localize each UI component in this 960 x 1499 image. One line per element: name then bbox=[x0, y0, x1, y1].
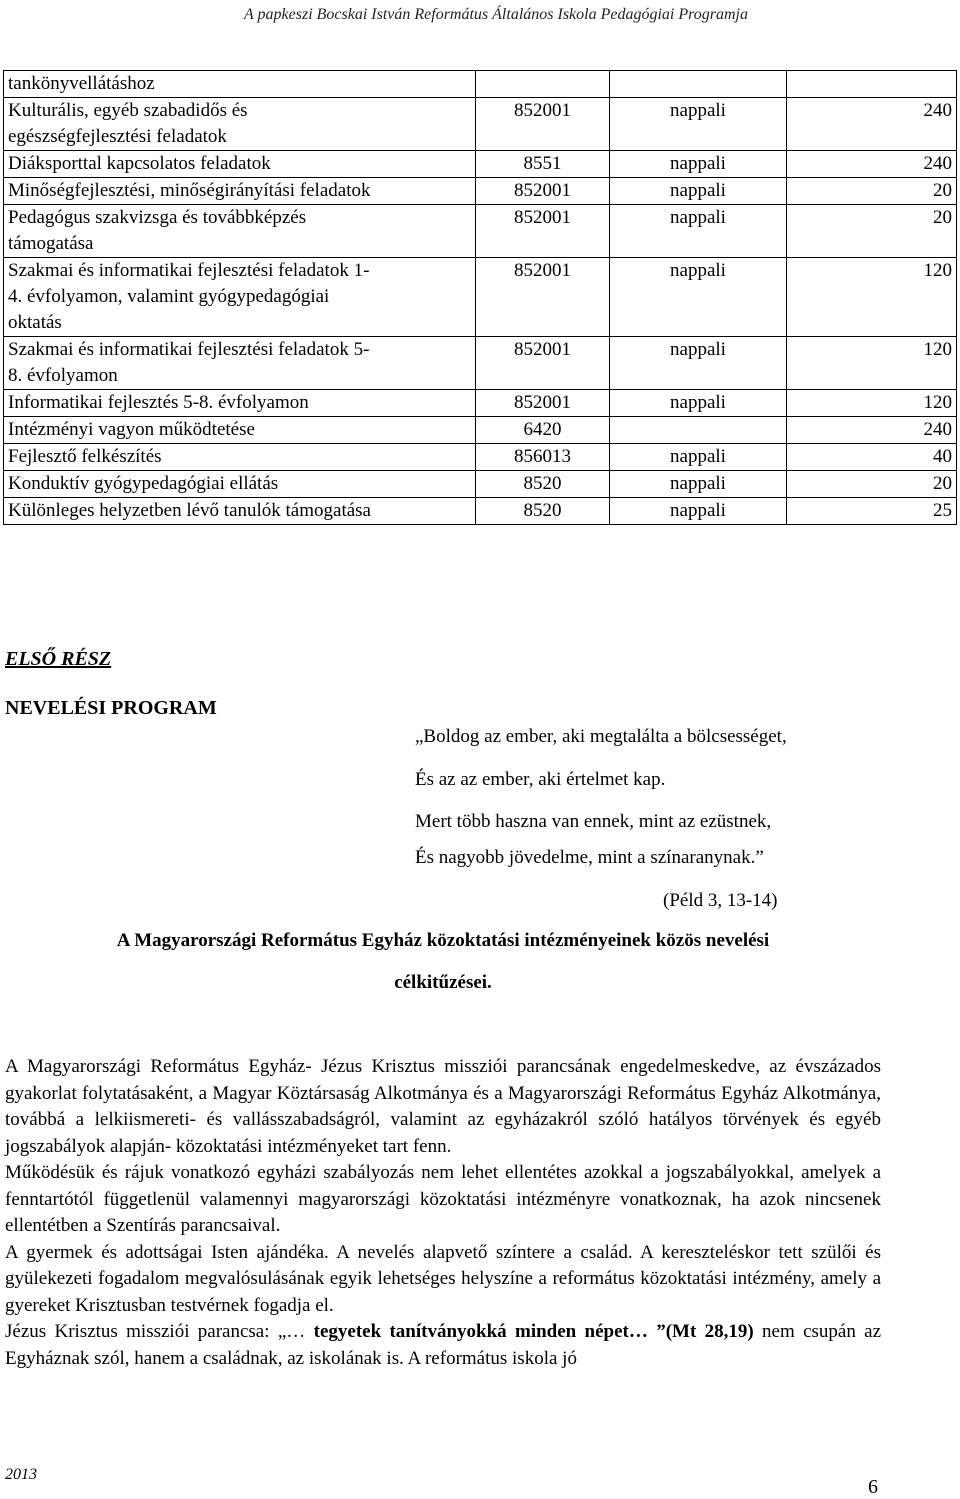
table-row bbox=[4, 205, 957, 258]
activity-name-line: 4. évfolyamon, valamint gyógypedagógiai bbox=[8, 286, 330, 307]
table-row bbox=[4, 471, 957, 498]
activities-table bbox=[3, 70, 957, 525]
schedule-mode: nappali bbox=[610, 337, 787, 390]
activity-name-line: 8. évfolyamon bbox=[8, 365, 118, 386]
activity-name-line: Különleges helyzetben lévő tanulók támogatása bbox=[8, 500, 371, 521]
schedule-mode bbox=[610, 71, 787, 98]
section-title: ELSŐ RÉSZ bbox=[5, 648, 112, 670]
footer-year: 2013 bbox=[5, 1466, 37, 1483]
table-row bbox=[4, 498, 957, 525]
activity-name-line: Szakmai és informatikai fejlesztési feladatok 1- bbox=[8, 260, 370, 281]
program-title: NEVELÉSI PROGRAM bbox=[5, 697, 217, 719]
activity-name-line: Intézményi vagyon működtetése bbox=[8, 419, 255, 440]
schedule-mode: nappali bbox=[610, 98, 787, 151]
hours-value: 240 bbox=[787, 98, 957, 151]
activity-name-line: tankönyvellátáshoz bbox=[8, 73, 155, 94]
table-row bbox=[4, 71, 957, 98]
running-header: A papkeszi Bocskai István Református Általános Iskola Pedagógiai Programja bbox=[244, 6, 748, 23]
quote-line: „Boldog az ember, aki megtalálta a bölcsességet, bbox=[415, 726, 787, 747]
activity-name-line: Pedagógus szakvizsga és továbbképzés bbox=[8, 207, 307, 228]
activity-name-line: Minőségfejlesztési, minőségirányítási feladatok bbox=[8, 180, 371, 201]
activity-name bbox=[4, 71, 476, 98]
activity-name bbox=[4, 417, 476, 444]
paragraph-rest: nem csupán az Egyháznak szól, hanem a családnak, az iskolának is. A református iskola jó bbox=[5, 1321, 882, 1369]
paragraph: A Magyarországi Református Egyház- Jézus Krisztus missziói parancsának engedelmeskedve, az évszázados gyakorlat folytatásaként, a Magyar Köztársaság Alkotmánya és a Magyarországi Református Egyház Alkotmánya, továbbá a lelkiismereti- és vallásszabadságról, valamint az egyházakról szóló hatályos törvények és egyéb jogszabályok alapján- közoktatási intézményeket tart fenn. bbox=[5, 1056, 881, 1157]
schedule-mode bbox=[610, 417, 787, 444]
table-row bbox=[4, 178, 957, 205]
schedule-mode: nappali bbox=[610, 151, 787, 178]
quote-reference: (Péld 3, 13-14) bbox=[663, 890, 778, 911]
activity-name-line: Kulturális, egyéb szabadidős és bbox=[8, 100, 248, 121]
quote-line: És az az ember, aki értelmet kap. bbox=[415, 769, 666, 790]
activity-name-line: Informatikai fejlesztés 5-8. évfolyamon bbox=[8, 392, 309, 413]
activity-name bbox=[4, 98, 476, 151]
hours-value: 20 bbox=[787, 205, 957, 258]
table-row bbox=[4, 444, 957, 471]
bible-citation: tegyetek tanítványokká minden népet… ”(Mt 28,19) bbox=[313, 1321, 754, 1342]
activity-name bbox=[4, 390, 476, 417]
table-row bbox=[4, 337, 957, 390]
heading-line-2: célkitűzései. bbox=[394, 972, 492, 993]
paragraph-intro: Jézus Krisztus missziói parancsa: „… bbox=[5, 1321, 306, 1342]
teaor-code: 852001 bbox=[476, 390, 610, 417]
activity-name-line: oktatás bbox=[8, 312, 62, 333]
schedule-mode: nappali bbox=[610, 205, 787, 258]
page-number: 6 bbox=[868, 1476, 878, 1498]
schedule-mode: nappali bbox=[610, 178, 787, 205]
hours-value: 240 bbox=[787, 417, 957, 444]
teaor-code: 852001 bbox=[476, 178, 610, 205]
teaor-code: 8551 bbox=[476, 151, 610, 178]
heading-line-1: A Magyarországi Református Egyház közoktatási intézményeinek közös nevelési bbox=[116, 930, 770, 951]
hours-value: 240 bbox=[787, 151, 957, 178]
activity-name bbox=[4, 151, 476, 178]
schedule-mode: nappali bbox=[610, 471, 787, 498]
activity-name bbox=[4, 337, 476, 390]
hours-value: 40 bbox=[787, 444, 957, 471]
paragraph bbox=[5, 1319, 881, 1372]
activity-name bbox=[4, 498, 476, 525]
hours-value: 120 bbox=[787, 337, 957, 390]
activity-name bbox=[4, 258, 476, 337]
schedule-mode: nappali bbox=[610, 390, 787, 417]
table-row bbox=[4, 151, 957, 178]
teaor-code: 852001 bbox=[476, 258, 610, 337]
activity-name bbox=[4, 178, 476, 205]
teaor-code: 8520 bbox=[476, 498, 610, 525]
body-text bbox=[5, 1054, 881, 1372]
table-row bbox=[4, 98, 957, 151]
table-row bbox=[4, 390, 957, 417]
quote-line: És nagyobb jövedelme, mint a színaranynak.” bbox=[415, 847, 764, 868]
teaor-code: 8520 bbox=[476, 471, 610, 498]
schedule-mode: nappali bbox=[610, 498, 787, 525]
teaor-code: 856013 bbox=[476, 444, 610, 471]
table-row bbox=[4, 417, 957, 444]
activity-name-line: Fejlesztő felkészítés bbox=[8, 446, 162, 467]
hours-value: 120 bbox=[787, 390, 957, 417]
activity-name-line: támogatása bbox=[8, 233, 94, 254]
hours-value bbox=[787, 71, 957, 98]
hours-value: 25 bbox=[787, 498, 957, 525]
activity-name-line: Konduktív gyógypedagógiai ellátás bbox=[8, 473, 279, 494]
teaor-code: 852001 bbox=[476, 98, 610, 151]
schedule-mode: nappali bbox=[610, 444, 787, 471]
teaor-code: 852001 bbox=[476, 337, 610, 390]
quote-line: Mert több haszna van ennek, mint az ezüstnek, bbox=[415, 811, 772, 832]
paragraph: A gyermek és adottságai Isten ajándéka. A nevelés alapvető színtere a család. A kereszteléskor tett szülői és gyülekezeti fogadalom megvalósulásának egyik lehetséges helyszíne a református közoktatási intézmény, amely a gyereket Krisztusban testvérnek fogadja el. bbox=[5, 1241, 881, 1316]
activity-name bbox=[4, 205, 476, 258]
activity-name-line: Diáksporttal kapcsolatos feladatok bbox=[8, 153, 271, 174]
teaor-code bbox=[476, 71, 610, 98]
table-row bbox=[4, 258, 957, 337]
hours-value: 20 bbox=[787, 471, 957, 498]
hours-value: 120 bbox=[787, 258, 957, 337]
schedule-mode: nappali bbox=[610, 258, 787, 337]
paragraph: Működésük és rájuk vonatkozó egyházi szabályozás nem lehet ellentétes azokkal a jogszabályokkal, amelyek a fenntartótól függetlenül valamennyi magyarországi közoktatási intézményre vonatkoznak, ha azok nincsenek ellentétben a Szentírás parancsaival. bbox=[5, 1162, 881, 1236]
activity-name-line: Szakmai és informatikai fejlesztési feladatok 5- bbox=[8, 339, 370, 360]
hours-value: 20 bbox=[787, 178, 957, 205]
teaor-code: 6420 bbox=[476, 417, 610, 444]
activity-name bbox=[4, 471, 476, 498]
activity-name bbox=[4, 444, 476, 471]
activity-name-line: egészségfejlesztési feladatok bbox=[8, 126, 227, 147]
teaor-code: 852001 bbox=[476, 205, 610, 258]
